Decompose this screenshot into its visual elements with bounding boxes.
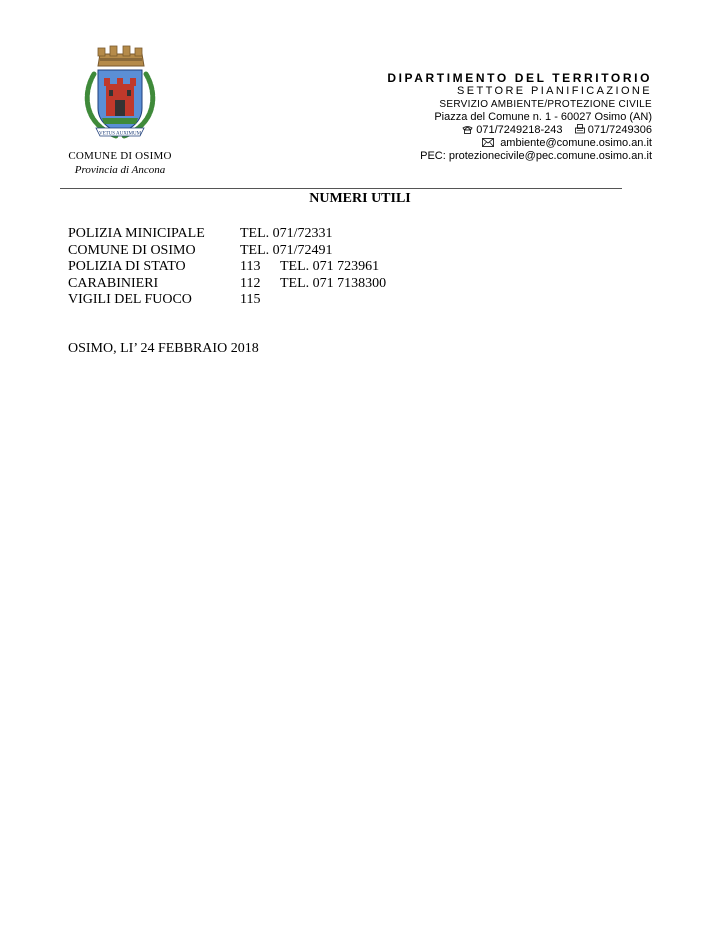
department-name: DIPARTIMENTO DEL TERRITORIO: [387, 71, 652, 85]
entry-name: POLIZIA DI STATO: [68, 259, 186, 274]
entry-number: TEL. 071/72491: [240, 242, 333, 258]
entry-name: VIGILI DEL FUOCO: [68, 292, 192, 307]
pec-address: PEC: protezionecivile@pec.comune.osimo.an.it: [420, 150, 652, 162]
entry-number: 115: [240, 292, 261, 307]
entry-number: 113: [240, 259, 261, 274]
entry-name: CARABINIERI: [68, 275, 159, 291]
comune-name: COMUNE DI OSIMO: [68, 150, 172, 162]
address: Piazza del Comune n. 1 - 60027 Osimo (AN): [434, 111, 652, 123]
document-date: OSIMO, LI’ 24 FEBBRAIO 2018: [68, 341, 259, 356]
page-title: NUMERI UTILI: [309, 191, 411, 206]
fax-icon: [575, 124, 585, 136]
header-divider: [60, 188, 622, 189]
svg-text:VETUS AUXIMUM: VETUS AUXIMUM: [98, 131, 142, 137]
sector-name: SETTORE PIANIFICAZIONE: [456, 85, 652, 97]
contact-phones: [387, 124, 652, 137]
entry-phone: TEL. 071 7138300: [280, 275, 387, 291]
entry-number: 112: [240, 275, 261, 291]
phone-number: 071/7249218-243: [476, 124, 563, 136]
fax-number: 071/7249306: [587, 124, 652, 136]
entry-name: POLIZIA MINICIPALE: [68, 226, 205, 241]
contact-email: [387, 137, 652, 150]
envelope-icon: [482, 137, 494, 149]
entry-name: COMUNE DI OSIMO: [68, 242, 196, 258]
service-name: SERVIZIO AMBIENTE/PROTEZIONE CIVILE: [439, 99, 652, 110]
email-address: ambiente@comune.osimo.an.it: [500, 137, 652, 149]
provincia-name: Provincia di Ancona: [74, 164, 166, 176]
phone-icon: [462, 124, 473, 136]
comune-crest: [80, 44, 160, 148]
crown-icon: [98, 46, 144, 66]
department-header: [387, 72, 652, 163]
entry-phone: TEL. 071 723961: [280, 259, 380, 274]
shield-icon: [98, 70, 142, 132]
ribbon-icon: [96, 128, 144, 137]
entry-number: TEL. 071/72331: [240, 226, 333, 241]
